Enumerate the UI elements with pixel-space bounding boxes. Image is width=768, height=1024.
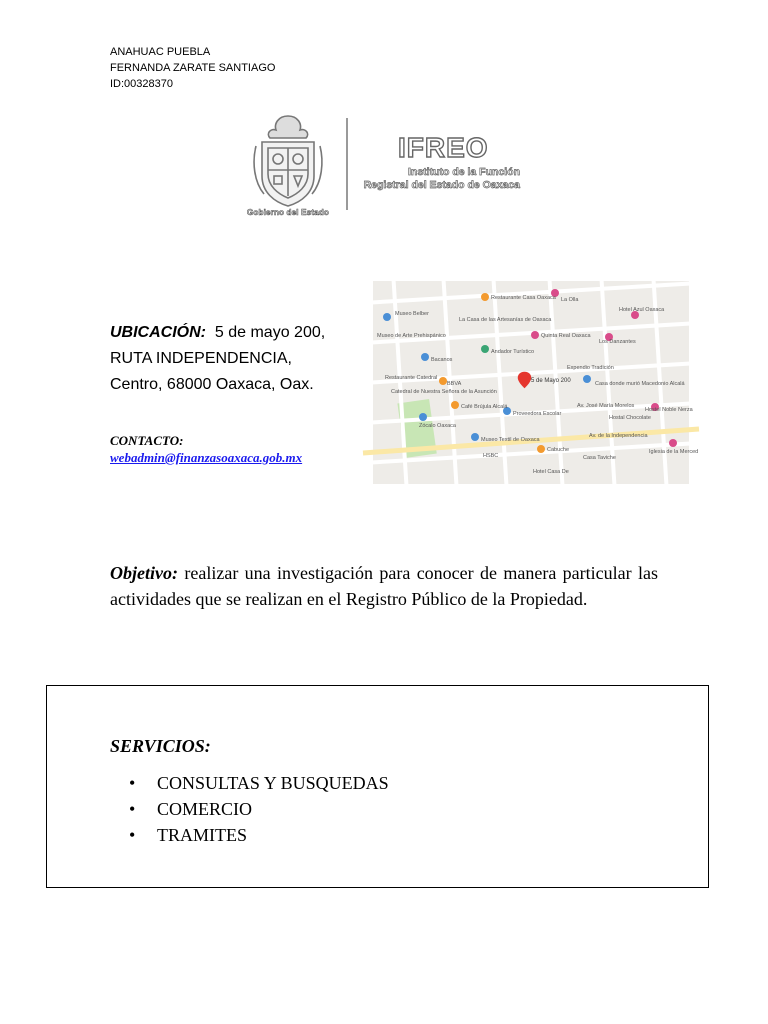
map-label: Casa Taviche [583,455,616,461]
email-link[interactable]: webadmin@finanzasoaxaca.gob.mx [110,450,303,465]
map-label: Zócalo Oaxaca [419,423,456,429]
map-graphic [373,281,699,484]
objetivo-text: realizar una investigación para conocer de manera particular las actividades que se realizan en el Registro Público de la Propiedad. [110,563,659,609]
header-id: ID:00328370 [110,78,173,90]
map-label: Museo Belber [395,311,429,317]
list-item: • COMERCIO [109,796,389,822]
oaxaca-seal-icon [248,112,328,210]
map-label: Hostel Noble Nerza [645,407,693,413]
map-label: Museo Textil de Oaxaca [481,437,540,443]
map-label: Café Brújula Alcalá [461,404,508,410]
map-label: Hotel Casa De [533,469,569,475]
map-label: Cabuche [547,447,570,453]
map-label: Restaurante Catedral [385,375,438,381]
map-label: Iglesia de la Merced [649,449,699,455]
objective-paragraph [110,560,658,612]
ifreo-subtitle [360,166,520,192]
address-line1: 5 de mayo 200, [214,324,326,341]
services-list [109,770,389,848]
ifreo-subtitle-line2: Registral del Estado de Oaxaca [363,179,520,191]
map-label: La Olla [561,297,579,303]
map-label: Expendio Tradición [567,365,614,371]
contact-block [110,432,302,466]
map-label: La Casa de las Artesanías de Oaxaca [459,317,552,323]
services-box [46,685,709,888]
services-title: SERVICIOS: [110,736,211,756]
list-item: • CONSULTAS Y BUSQUEDAS [109,770,389,796]
map-label: Bacanos [431,357,453,363]
contacto-label: CONTACTO: [110,433,184,448]
map-label: HSBC [483,453,499,459]
ifreo-title: IFREO [398,132,489,163]
map-label: Restaurante Casa Oaxaca [491,295,556,301]
header-school: ANAHUAC PUEBLA [110,46,211,58]
address-block [110,320,325,398]
map-label: Andador Turístico [491,349,535,355]
address-line2: RUTA INDEPENDENCIA, [110,350,292,367]
map-label: Av. José María Morelos [577,403,635,409]
seal-caption: Gobierno del Estado [246,208,330,217]
map-marker-label: 5 de Mayo 200 [531,378,571,384]
map-label: Los Danzantes [599,339,636,345]
map-label: Hotel Azul Oaxaca [619,307,665,313]
address-line3: Centro, 68000 Oaxaca, Oax. [110,376,314,393]
objetivo-label: Objetivo: [110,563,178,583]
header-name: FERNANDA ZARATE SANTIAGO [110,62,276,74]
list-item: • TRAMITES [109,822,389,848]
map-label: Proveedora Escolar [513,411,562,417]
ifreo-logo-block [238,112,518,224]
map-label: Hostal Chocolate [609,415,651,421]
map-label: Casa donde murió Macedonio Alcalá [595,381,685,387]
map-label: BBVA [447,381,462,387]
location-map[interactable] [373,281,699,484]
ubicacion-label: UBICACIÓN: [110,324,206,341]
student-header [110,44,275,92]
map-label: Museo de Arte Prehispánico [377,333,446,339]
logo-divider [346,118,348,210]
ifreo-subtitle-line1: Instituto de la Función [408,166,520,178]
map-label: Av. de la Independencia [589,433,648,439]
map-label: Catedral de Nuestra Señora de la Asunción [391,389,497,395]
map-label: Quinta Real Oaxaca [541,333,591,339]
